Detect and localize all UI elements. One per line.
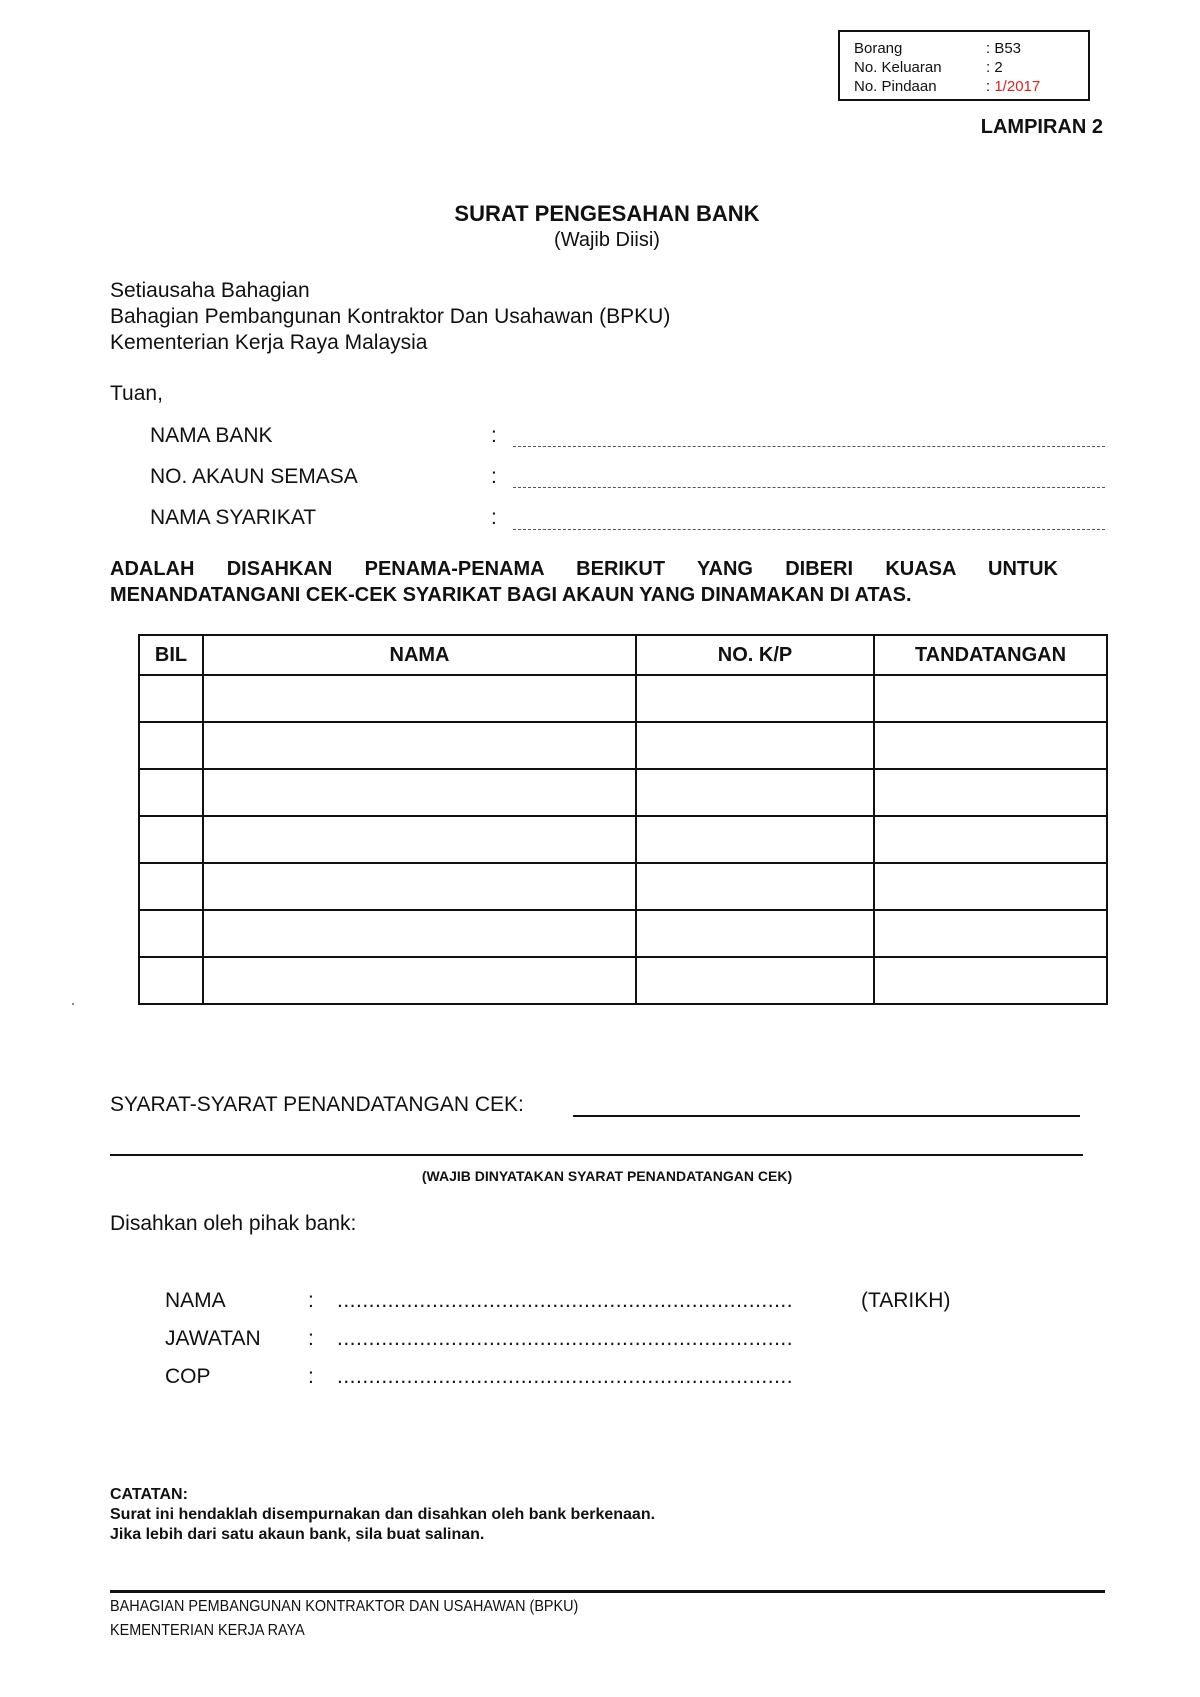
page-title: SURAT PENGESAHAN BANK: [454, 201, 760, 226]
form-info-box: [838, 30, 1090, 101]
notes-heading: CATATAN:: [110, 1486, 188, 1503]
table-cell[interactable]: [139, 863, 203, 910]
form-info-row-pindaan: [854, 77, 1088, 96]
address-line: Bahagian Pembangunan Kontraktor Dan Usahawan (BPKU): [110, 305, 671, 328]
bank-field-colon: :: [308, 1327, 314, 1350]
table-cell[interactable]: [139, 957, 203, 1004]
field-colon: :: [491, 506, 497, 529]
field-label-account-number: NO. AKAUN SEMASA: [150, 465, 358, 488]
form-info-label: No. Pindaan: [854, 78, 937, 95]
signing-conditions-label: SYARAT-SYARAT PENANDATANGAN CEK:: [110, 1093, 524, 1116]
salutation: Tuan,: [110, 382, 163, 405]
bank-field-label-cop: COP: [165, 1365, 211, 1388]
field-colon: :: [491, 465, 497, 488]
table-cell[interactable]: [636, 910, 874, 957]
bank-field-label-nama: NAMA: [165, 1289, 226, 1312]
table-cell[interactable]: [139, 675, 203, 722]
attachment-label: LAMPIRAN 2: [980, 116, 1103, 138]
table-cell[interactable]: [874, 863, 1107, 910]
bank-stamp-line[interactable]: ........................................................................: [337, 1365, 794, 1388]
table-row: [139, 722, 1107, 769]
bank-field-colon: :: [308, 1289, 314, 1312]
declaration-text: ADALAH DISAHKAN PENAMA-PENAMA BERIKUT YANG DIBERI KUASA UNTUK MENANDATANGANI CEK-CEK SYARIKAT BAGI AKAUN YANG DINAMAKAN DI ATAS.: [110, 558, 1058, 606]
footer-line: KEMENTERIAN KERJA RAYA: [110, 1622, 305, 1639]
form-info-value: : 1/2017: [986, 78, 1041, 95]
table-cell[interactable]: [874, 722, 1107, 769]
field-label-company-name: NAMA SYARIKAT: [150, 506, 317, 529]
form-info-value: : 2: [986, 59, 1003, 76]
footer-line: BAHAGIAN PEMBANGUNAN KONTRAKTOR DAN USAHAWAN (BPKU): [110, 1598, 579, 1615]
column-header-kp: NO. K/P: [636, 635, 874, 675]
table-cell[interactable]: [203, 769, 636, 816]
table-cell[interactable]: [636, 816, 874, 863]
table-cell[interactable]: [203, 957, 636, 1004]
footer-divider: [110, 1590, 1105, 1593]
table-cell[interactable]: [874, 816, 1107, 863]
table-cell[interactable]: [203, 863, 636, 910]
table-cell[interactable]: [874, 675, 1107, 722]
table-header-row: [139, 635, 1107, 675]
bank-officer-name-line[interactable]: ........................................................................: [337, 1289, 794, 1312]
table-row: [139, 957, 1107, 1004]
signers-table: [138, 634, 1108, 1005]
bank-name-input-line[interactable]: [513, 446, 1105, 447]
form-info-label: No. Keluaran: [854, 59, 942, 76]
form-info-value: : B53: [986, 40, 1022, 57]
form-info-row-borang: [854, 39, 1088, 58]
table-cell[interactable]: [139, 910, 203, 957]
table-cell[interactable]: [203, 910, 636, 957]
field-colon: :: [491, 424, 497, 447]
column-header-bil: BIL: [139, 635, 203, 675]
table-cell[interactable]: [636, 863, 874, 910]
table-cell[interactable]: [139, 769, 203, 816]
page-footer: [110, 1595, 578, 1643]
amendment-number: 1/2017: [994, 78, 1041, 95]
verified-by-label: Disahkan oleh pihak bank:: [110, 1212, 357, 1235]
scan-speck: [72, 1003, 74, 1005]
table-cell[interactable]: [636, 957, 874, 1004]
table-row: [139, 816, 1107, 863]
bank-field-label-jawatan: JAWATAN: [165, 1327, 261, 1350]
signing-conditions-line[interactable]: [110, 1154, 1083, 1156]
company-name-input-line[interactable]: [513, 529, 1105, 530]
page-subtitle: (Wajib Diisi): [554, 229, 660, 251]
table-cell[interactable]: [203, 675, 636, 722]
table-cell[interactable]: [874, 910, 1107, 957]
table-cell[interactable]: [203, 722, 636, 769]
notes-section: [110, 1485, 655, 1545]
table-cell[interactable]: [139, 816, 203, 863]
table-cell[interactable]: [636, 769, 874, 816]
address-line: Kementerian Kerja Raya Malaysia: [110, 331, 428, 354]
signing-conditions-line[interactable]: [573, 1115, 1080, 1117]
date-label: (TARIKH): [861, 1289, 951, 1312]
bank-field-colon: :: [308, 1365, 314, 1388]
form-info-label: Borang: [854, 40, 903, 57]
table-row: [139, 675, 1107, 722]
column-header-nama: NAMA: [203, 635, 636, 675]
table-cell[interactable]: [636, 675, 874, 722]
bank-officer-position-line[interactable]: ........................................................................: [337, 1327, 794, 1350]
column-header-tandatangan: TANDATANGAN: [874, 635, 1107, 675]
table-cell[interactable]: [139, 722, 203, 769]
form-info-row-keluaran: [854, 58, 1088, 77]
address-line: Setiausaha Bahagian: [110, 279, 310, 302]
table-cell[interactable]: [636, 722, 874, 769]
table-cell[interactable]: [874, 957, 1107, 1004]
table-cell[interactable]: [203, 816, 636, 863]
table-cell[interactable]: [874, 769, 1107, 816]
signing-conditions-note: (WAJIB DINYATAKAN SYARAT PENANDATANGAN CEK): [421, 1168, 793, 1184]
field-label-bank-name: NAMA BANK: [150, 424, 273, 447]
notes-line: Surat ini hendaklah disempurnakan dan disahkan oleh bank berkenaan.: [110, 1506, 656, 1523]
table-row: [139, 769, 1107, 816]
account-number-input-line[interactable]: [513, 487, 1105, 488]
table-row: [139, 863, 1107, 910]
notes-line: Jika lebih dari satu akaun bank, sila buat salinan.: [110, 1526, 485, 1543]
recipient-address: [110, 278, 670, 356]
table-row: [139, 910, 1107, 957]
